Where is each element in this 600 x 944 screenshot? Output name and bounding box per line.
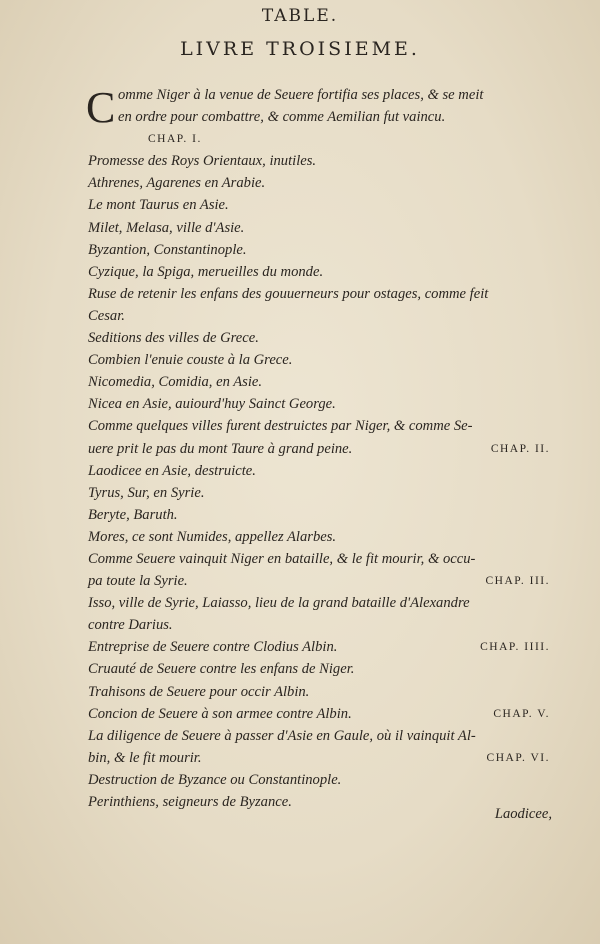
toc-entry (88, 526, 550, 548)
toc-entry-text: Ruse de retenir les enfans des gouuerneurs pour ostages, comme feit (88, 285, 489, 302)
toc-entry-text: Comme quelques villes furent destruictes par Niger, & comme Se- (88, 418, 473, 435)
toc-entry-text: Isso, ville de Syrie, Laiasso, lieu de la grand bataille d'Alexandre (88, 595, 470, 612)
toc-entry (88, 261, 550, 283)
toc-entry (88, 150, 550, 172)
toc-entry (88, 504, 550, 526)
toc-entry (88, 703, 550, 725)
toc-entry (88, 791, 550, 813)
toc-entry (88, 747, 550, 769)
toc-entry (88, 194, 550, 216)
toc-entry (88, 548, 550, 570)
toc-entry (88, 460, 550, 482)
toc-entry-text: Laodicee en Asie, destruicte. (88, 462, 256, 479)
drop-cap: C (86, 83, 116, 132)
first-entry (88, 84, 550, 150)
toc-entry (88, 349, 550, 371)
chapter-label: CHAP. IIII. (480, 641, 550, 654)
table-of-contents (88, 84, 550, 813)
toc-entry-text: Cesar. (88, 307, 125, 324)
toc-entry-text: Destruction de Byzance ou Constantinople. (88, 771, 342, 788)
toc-entry-text: Cyzique, la Spiga, merueilles du monde. (88, 263, 324, 280)
toc-entry (88, 570, 550, 592)
toc-entry (88, 217, 550, 239)
toc-entry (88, 636, 550, 658)
toc-entry-text: Byzantion, Constantinople. (88, 241, 247, 258)
toc-entry-text: pa toute la Syrie. (88, 573, 188, 590)
toc-entry-text: contre Darius. (88, 617, 173, 634)
toc-entry-text: Concion de Seuere à son armee contre Albin. (88, 705, 352, 722)
toc-entry (88, 681, 550, 703)
toc-entry (88, 482, 550, 504)
chapter-label: CHAP. I. (148, 133, 202, 146)
toc-entry-text: Nicomedia, Comidia, en Asie. (88, 374, 263, 391)
page-title: TABLE. (261, 6, 339, 26)
toc-entry-text: Mores, ce sont Numides, appellez Alarbes. (88, 528, 337, 545)
catchword: Laodicee, (494, 806, 552, 822)
toc-entry (88, 305, 550, 327)
toc-entry-text: Seditions des villes de Grece. (88, 330, 259, 347)
toc-entry-text: Beryte, Baruth. (88, 506, 178, 523)
toc-entry-text: Trahisons de Seuere pour occir Albin. (88, 683, 310, 700)
toc-entry (88, 769, 550, 791)
first-entry-line-1: omme Niger à la venue de Seuere fortifia ses places, & se meit (118, 87, 484, 103)
toc-entry-text: Nicea en Asie, auiourd'huy Sainct George. (88, 396, 336, 413)
entry-list (88, 150, 550, 813)
toc-entry (88, 614, 550, 636)
toc-entry-text: Le mont Taurus en Asie. (88, 197, 229, 214)
toc-entry-text: Athrenes, Agarenes en Arabie. (88, 175, 266, 192)
toc-entry-text: Comme Seuere vainquit Niger en bataille, & le fit mourir, & occu- (88, 550, 476, 567)
toc-entry-text: Combien l'enuie couste à la Grece. (88, 352, 293, 369)
toc-entry (88, 172, 550, 194)
toc-entry-text: Entreprise de Seuere contre Clodius Albin. (88, 639, 338, 656)
toc-entry-text: Tyrus, Sur, en Syrie. (88, 484, 205, 501)
toc-entry (88, 438, 550, 460)
toc-entry-text: Milet, Melasa, ville d'Asie. (88, 219, 245, 236)
first-entry-line-2: en ordre pour combattre, & comme Aemilian fut vaincu. (118, 109, 446, 126)
toc-entry-text: Perinthiens, seigneurs de Byzance. (88, 794, 292, 810)
toc-entry (88, 239, 550, 261)
toc-entry (88, 327, 550, 349)
toc-entry (88, 658, 550, 680)
toc-entry (88, 415, 550, 437)
chapter-label: CHAP. II. (490, 442, 550, 455)
toc-entry (88, 592, 550, 614)
toc-entry (88, 371, 550, 393)
toc-entry-text: Promesse des Roys Orientaux, inutiles. (88, 153, 317, 170)
toc-entry-text: uere prit le pas du mont Taure à grand peine. (88, 440, 353, 457)
chapter-label: CHAP. VI. (486, 751, 550, 764)
toc-entry-text: Cruauté de Seuere contre les enfans de Niger. (88, 661, 355, 678)
chapter-label: CHAP. V. (493, 707, 550, 720)
toc-entry-text: bin, & le fit mourir. (88, 749, 202, 766)
toc-entry (88, 393, 550, 415)
chapter-label: CHAP. III. (485, 575, 550, 588)
toc-entry (88, 725, 550, 747)
toc-entry-text: La diligence de Seuere à passer d'Asie en Gaule, où il vainquit Al- (88, 727, 476, 744)
toc-entry (88, 283, 550, 305)
book-subtitle: LIVRE TROISIEME. (180, 38, 420, 60)
